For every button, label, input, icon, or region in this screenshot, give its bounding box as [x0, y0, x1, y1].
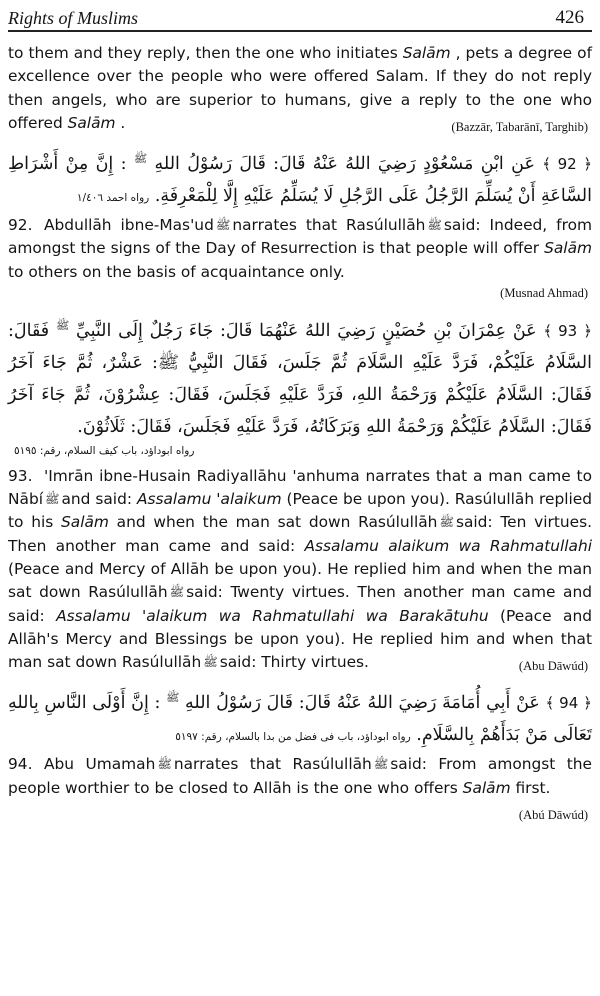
- source-citation: (Abu Dāwúd): [518, 659, 588, 674]
- sallallahu-symbol-icon: ﷺ: [203, 655, 218, 670]
- source-citation: (Abú Dāwúd): [518, 807, 588, 822]
- arabic-hadith-92: ﴿ 92 ﴾ عَنِ ابْنِ مَسْعُوْدٍ رَضِيَ اللهُ عَنْهُ قَالَ: قَالَ رَسُوْلُ اللهِ $^ﷺ$ : إِنَّ مِنْ أَشْرَاطِ السَّاعَةِ أَنْ يُسَلِّمَ الرَّجُلُ عَلَى الرَّجُلِ لَا يُسَلِّمُ عَلَيْهِ إِلَّا لِلْمَعْرِفَةِ. رواه احمد ١/٤٠٦: [8, 152, 592, 207]
- sallallahu-symbol-icon: ﷺ: [45, 492, 60, 507]
- source-citation: (Musnad Ahmad): [500, 285, 588, 300]
- page-number: 426: [555, 7, 584, 28]
- arabic-hadith-94: ﴿ 94 ﴾ عَنْ أَبِي أُمَامَةَ رَضِيَ اللهُ عَنْهُ قَالَ: قَالَ رَسُوْلُ اللهِ $^ﷺ$ : إِنَّ أَوْلَى النَّاسِ بِاللهِ تَعَالَى مَنْ بَدَأَهُمْ بِالسَّلَامِ. رواه ابوداؤد، باب فى فضل من بدا بالسلام، رقم: ٥١٩٧: [8, 691, 592, 746]
- hadith-94-translation: 94. Abu Umamah ﷺ narrates that Rasúlullāh ﷺ said: From amongst the people worthier to be closed to Allāh is the one who offers Salām first. (Abú Dāwúd): [8, 753, 592, 800]
- hadith-92-translation: 92. Abdullāh ibne-Mas'ud ﷺ narrates that Rasúlullāh ﷺ said: Indeed, from amongst the signs of the Day of Resurrection is that people will offer Salām to others on the basis of acquaintance only.: [8, 216, 592, 281]
- hadith-number-ornament: ﴿ 94 ﴾: [545, 694, 592, 713]
- source-citation: (Bazzār, Tabarānī, Targhib): [451, 119, 588, 134]
- hadith-93-translation: 93. 'Imrān ibne-Husain Radiyallāhu 'anhuma narrates that a man came to Nābí ﷺ and said: Assalamu 'alaikum (Peace be upon you). Rasúlullāh replied to his Salām and when the man sat down Rasúlullāh ﷺ said: Ten virtues. Then another man came and said: Assalamu alaikum wa Rahmatullahi (Peace and Mercy of Allāh be upon you). He replied him and when the man sat down Rasúlullāh ﷺ said: Twenty virtues. Then another man came and said: Assalamu 'alaikum wa Rahmatullahi wa Barakātuhu (Peace and Allāh's Mercy and Blessings be upon you). He replied him and when that man sat down Rasúlullāh ﷺ said: Thirty virtues. (Abu Dāwúd): [8, 465, 592, 675]
- arabic-reference: رواه احمد ١/٤٠٦: [76, 192, 150, 205]
- running-title: Rights of Muslims: [8, 8, 139, 28]
- page-header: [8, 6, 592, 32]
- arabic-hadith-93: ﴿ 93 ﴾ عَنْ عِمْرَانَ بْنِ حُصَيْنٍ رَضِيَ اللهُ عَنْهُمَا قَالَ: جَاءَ رَجُلٌ إِلَى النَّبِيِّ $^ﷺ$ فَقَالَ: السَّلَامُ عَلَيْكُمْ، فَرَدَّ عَلَيْهِ السَّلَامَ ثُمَّ جَلَسَ، فَقَالَ النَّبِيُّ ﷺ: عَشْرٌ، ثُمَّ جَاءَ آخَرُ فَقَالَ: السَّلَامُ عَلَيْكُمْ وَرَحْمَةُ اللهِ، فَرَدَّ عَلَيْهِ فَجَلَسَ، فَقَالَ: عِشْرُوْنَ، ثُمَّ جَاءَ آخَرُ فَقَالَ: السَّلَامُ عَلَيْكُمْ وَرَحْمَةُ اللهِ وَبَرَكَاتُهُ، فَرَدَّ عَلَيْهِ فَجَلَسَ، فَقَالَ: ثَلَاثُوْنَ.: [8, 318, 592, 437]
- page-body: [8, 32, 593, 822]
- sallallahu-symbol-icon: ﷺ: [169, 585, 185, 600]
- radiyallahu-symbol-icon: ﷺ: [157, 757, 172, 772]
- sallallahu-symbol-icon: ﷺ: [427, 218, 442, 233]
- arabic-reference: رواه ابوداؤد، باب فى فضل من بدا بالسلام، رقم: ٥١٩٧: [175, 731, 411, 744]
- arabic-reference: رواه ابوداؤد، باب كيف السلام، رقم: ٥١٩٥: [14, 444, 195, 457]
- intro-paragraph: to them and they reply, then the one who initiates Salām , pets a degree of excellence over the people who were offered Salam. If they do not reply then angels, who are superior to humans, give a reply to the one who offered Salām . (Bazzār, Tabarānī, Targhib): [8, 42, 592, 135]
- sallallahu-symbol-icon: ﷺ: [439, 515, 454, 530]
- sallallahu-symbol-icon: ﷺ: [373, 757, 389, 772]
- hadith-number-ornament: ﴿ 93 ﴾: [543, 321, 592, 340]
- radiyallahu-symbol-icon: ﷺ: [215, 218, 231, 233]
- hadith-number-ornament: ﴿ 92 ﴾: [542, 155, 592, 174]
